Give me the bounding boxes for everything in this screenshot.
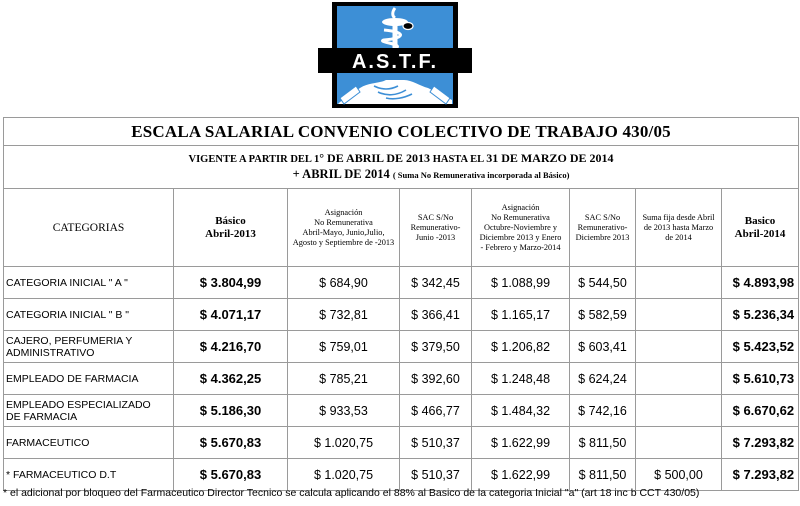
sac-junio-cell: $ 379,50 — [400, 331, 472, 363]
table-row — [4, 267, 799, 299]
header-basico-2013 — [174, 189, 288, 267]
suma-fija-cell — [636, 299, 722, 331]
asignacion-2013-cell: $ 759,01 — [288, 331, 400, 363]
subtitle-l1-d: 31 DE MARZO DE 2014 — [486, 151, 614, 165]
sac-junio-cell: $ 366,41 — [400, 299, 472, 331]
sac-diciembre-cell: $ 811,50 — [570, 459, 636, 491]
asignacion-2014-cell: $ 1.248,48 — [472, 363, 570, 395]
basico-2013-cell: $ 4.362,25 — [174, 363, 288, 395]
header-row — [4, 189, 799, 267]
category-cell: EMPLEADO ESPECIALIZADO DE FARMACIA — [4, 395, 174, 427]
basico-2014-cell: $ 6.670,62 — [722, 395, 799, 427]
subtitle-line-2 — [4, 167, 798, 183]
asignacion-2013-cell: $ 785,21 — [288, 363, 400, 395]
basico-2014-cell: $ 4.893,98 — [722, 267, 799, 299]
sac-junio-cell: $ 466,77 — [400, 395, 472, 427]
astf-logo — [316, 2, 474, 110]
subtitle-line-1 — [4, 151, 798, 167]
sac-diciembre-cell: $ 811,50 — [570, 427, 636, 459]
basico-2013-cell: $ 5.670,83 — [174, 427, 288, 459]
basico-2014-cell: $ 5.423,52 — [722, 331, 799, 363]
suma-fija-cell — [636, 331, 722, 363]
salary-table — [3, 117, 799, 491]
table-row — [4, 299, 799, 331]
basico-2013-cell: $ 5.186,30 — [174, 395, 288, 427]
suma-fija-cell — [636, 427, 722, 459]
category-cell: CATEGORIA INICIAL " A " — [4, 267, 174, 299]
sac-diciembre-cell: $ 624,24 — [570, 363, 636, 395]
header-categorias: CATEGORIAS — [4, 189, 174, 267]
header-basico-2013-a: Básico — [215, 214, 246, 227]
sac-junio-cell: $ 342,45 — [400, 267, 472, 299]
suma-fija-cell — [636, 267, 722, 299]
basico-2013-cell: $ 4.071,17 — [174, 299, 288, 331]
basico-2013-cell: $ 3.804,99 — [174, 267, 288, 299]
table-subtitle — [4, 146, 799, 189]
sac-junio-cell: $ 510,37 — [400, 427, 472, 459]
table-row — [4, 363, 799, 395]
asignacion-2013-cell: $ 684,90 — [288, 267, 400, 299]
basico-2014-cell: $ 5.610,73 — [722, 363, 799, 395]
asignacion-2014-cell: $ 1.622,99 — [472, 459, 570, 491]
subtitle-l2-a: + ABRIL DE 2014 — [292, 167, 393, 181]
footnote: * el adicional por bloqueo del Farmaceutico Director Tecnico se calcula aplicando el 88% al Basico de la categoria Inicial "a" (art 18 inc b CCT 430/05) — [3, 487, 700, 499]
asignacion-2014-cell: $ 1.088,99 — [472, 267, 570, 299]
basico-2013-cell: $ 5.670,83 — [174, 459, 288, 491]
logo-text: A.S.T.F. — [351, 51, 439, 73]
asignacion-2014-cell: $ 1.206,82 — [472, 331, 570, 363]
asignacion-2014-cell: $ 1.484,32 — [472, 395, 570, 427]
suma-fija-cell — [636, 363, 722, 395]
header-sac-diciembre: SAC S/No Remunerativo- Diciembre 2013 — [570, 189, 636, 267]
header-suma-fija: Suma fija desde Abril de 2013 hasta Marzo de 2014 — [636, 189, 722, 267]
subtitle-l1-b: ° DE ABRIL DE 2013 — [319, 151, 431, 165]
asignacion-2014-cell: $ 1.622,99 — [472, 427, 570, 459]
sac-diciembre-cell: $ 742,16 — [570, 395, 636, 427]
category-cell: CATEGORIA INICIAL " B " — [4, 299, 174, 331]
category-cell: FARMACEUTICO — [4, 427, 174, 459]
sac-junio-cell: $ 392,60 — [400, 363, 472, 395]
sac-diciembre-cell: $ 582,59 — [570, 299, 636, 331]
sac-junio-cell: $ 510,37 — [400, 459, 472, 491]
header-basico-2014 — [722, 189, 799, 267]
header-basico-2014-a: Basico — [744, 214, 776, 227]
table-row — [4, 427, 799, 459]
asignacion-2014-cell: $ 1.165,17 — [472, 299, 570, 331]
table-row — [4, 459, 799, 491]
subtitle-l2-b: ( Suma No Remunerativa incorporada al Básico) — [392, 170, 570, 180]
sac-diciembre-cell: $ 544,50 — [570, 267, 636, 299]
asignacion-2013-cell: $ 732,81 — [288, 299, 400, 331]
header-basico-2014-b: Abril-2014 — [734, 227, 786, 240]
suma-fija-cell: $ 500,00 — [636, 459, 722, 491]
header-basico-2013-b: Abril-2013 — [205, 227, 256, 240]
category-cell: EMPLEADO DE FARMACIA — [4, 363, 174, 395]
table-row — [4, 395, 799, 427]
subtitle-l1-c: HASTA EL — [430, 154, 487, 165]
sac-diciembre-cell: $ 603,41 — [570, 331, 636, 363]
category-cell: * FARMACEUTICO D.T — [4, 459, 174, 491]
table-title: ESCALA SALARIAL CONVENIO COLECTIVO DE TRABAJO 430/05 — [4, 118, 799, 146]
table-row — [4, 331, 799, 363]
asignacion-2013-cell: $ 1.020,75 — [288, 459, 400, 491]
subtitle-l1-a: VIGENTE A PARTIR DEL 1 — [188, 154, 320, 165]
header-asignacion-2013: Asignación No Remunerativa Abril-Mayo, Junio,Julio, Agosto y Septiembre de -2013 — [288, 189, 400, 267]
asignacion-2013-cell: $ 933,53 — [288, 395, 400, 427]
asignacion-2013-cell: $ 1.020,75 — [288, 427, 400, 459]
header-sac-junio: SAC S/No Remunerativo- Junio -2013 — [400, 189, 472, 267]
basico-2014-cell: $ 7.293,82 — [722, 427, 799, 459]
suma-fija-cell — [636, 395, 722, 427]
basico-2014-cell: $ 7.293,82 — [722, 459, 799, 491]
basico-2014-cell: $ 5.236,34 — [722, 299, 799, 331]
basico-2013-cell: $ 4.216,70 — [174, 331, 288, 363]
header-asignacion-2014: Asignación No Remunerativa Octubre-Noviembre y Diciembre 2013 y Enero - Febrero y Marzo-2014 — [472, 189, 570, 267]
category-cell: CAJERO, PERFUMERIA Y ADMINISTRATIVO — [4, 331, 174, 363]
